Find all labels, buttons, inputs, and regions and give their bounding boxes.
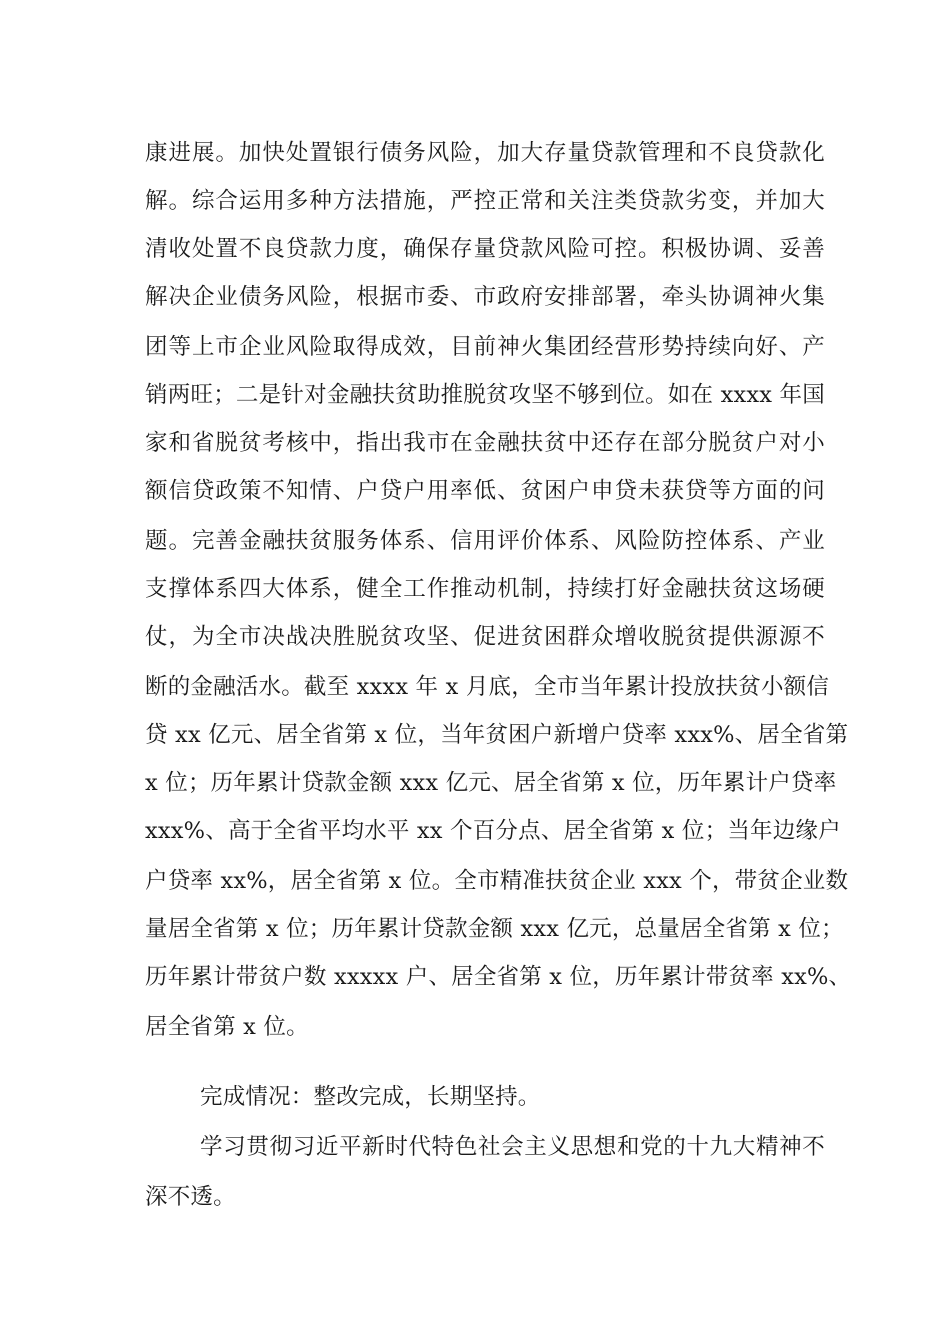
body-text-line: 清收处置不良贷款力度，确保存量贷款风险可控。积极协调、妥善 <box>145 236 825 262</box>
body-text-line: 历年累计带贫户数 xxxxx 户、居全省第 x 位，历年累计带贫率 xx%、 <box>145 964 852 990</box>
body-text-line: 支撑体系四大体系，健全工作推动机制，持续打好金融扶贫这场硬 <box>145 576 825 602</box>
body-text-line: 销两旺；二是针对金融扶贫助推脱贫攻坚不够到位。如在 xxxx 年国 <box>145 382 825 408</box>
next-item-heading-line: 深不透。 <box>145 1184 236 1210</box>
body-text-line: 解决企业债务风险，根据市委、市政府安排部署，牵头协调神火集 <box>145 284 825 310</box>
completion-status: 完成情况：整改完成，长期坚持。 <box>200 1084 541 1110</box>
body-text-line: x 位；历年累计贷款金额 xxx 亿元、居全省第 x 位，历年累计户贷率 <box>145 770 837 796</box>
body-text-line: 量居全省第 x 位；历年累计贷款金额 xxx 亿元，总量居全省第 x 位； <box>145 916 844 942</box>
body-text-line: 贷 xx 亿元、居全省第 x 位，当年贫困户新增户贷率 xxx%、居全省第 <box>145 722 849 748</box>
body-text-line: 解。综合运用多种方法措施，严控正常和关注类贷款劣变，并加大 <box>145 188 825 214</box>
body-text-line: 康进展。加快处置银行债务风险，加大存量贷款管理和不良贷款化 <box>145 140 825 166</box>
body-text-line: 团等上市企业风险取得成效，目前神火集团经营形势持续向好、产 <box>145 334 825 360</box>
body-text-line: 额信贷政策不知情、户贷户用率低、贫困户申贷未获贷等方面的问 <box>145 478 825 504</box>
body-text-line: 题。完善金融扶贫服务体系、信用评价体系、风险防控体系、产业 <box>145 528 825 554</box>
next-item-heading-line: 学习贯彻习近平新时代特色社会主义思想和党的十九大精神不 <box>200 1134 825 1160</box>
body-text-line: 家和省脱贫考核中，指出我市在金融扶贫中还存在部分脱贫户对小 <box>145 430 825 456</box>
body-text-line: 户贷率 xx%，居全省第 x 位。全市精准扶贫企业 xxx 个，带贫企业数 <box>145 868 849 894</box>
body-text-line: 仗，为全市决战决胜脱贫攻坚、促进贫困群众增收脱贫提供源源不 <box>145 624 825 650</box>
body-text-line: 断的金融活水。截至 xxxx 年 x 月底，全市当年累计投放扶贫小额信 <box>145 674 830 700</box>
body-text-line: 居全省第 x 位。 <box>145 1014 309 1040</box>
body-text-line: xxx%、高于全省平均水平 xx 个百分点、居全省第 x 位；当年边缘户 <box>145 818 841 844</box>
